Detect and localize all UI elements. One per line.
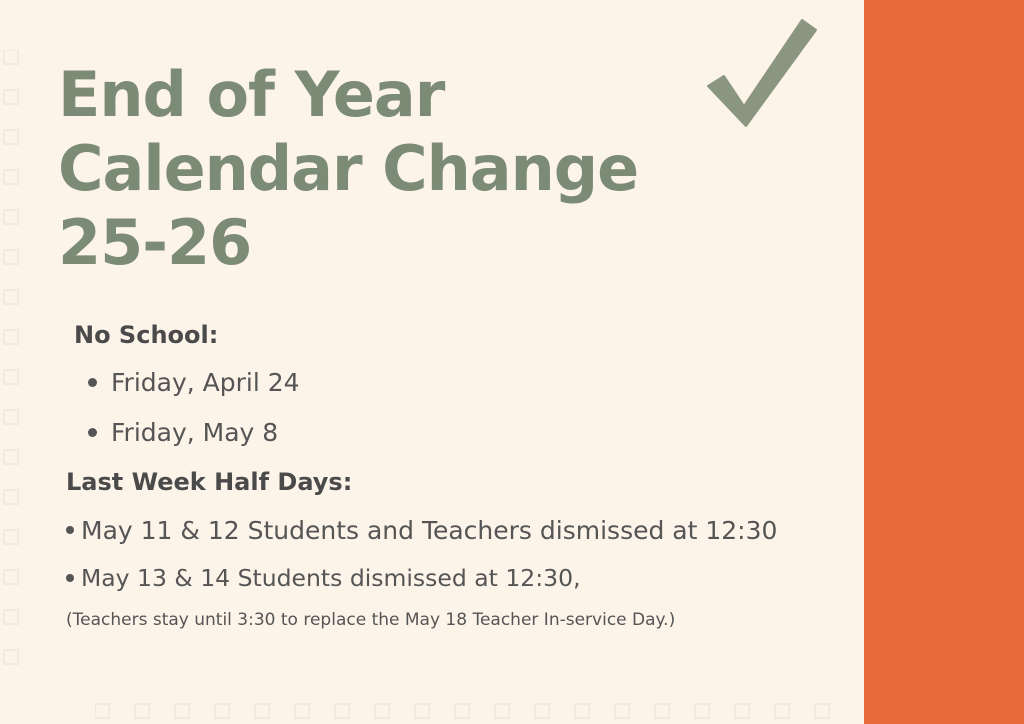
bullet-icon (88, 378, 97, 387)
accent-sidebar-bar (864, 0, 1024, 724)
no-school-item-text: Friday, May 8 (111, 418, 279, 447)
title-line-1: End of Year (58, 58, 445, 131)
half-days-item-text: May 11 & 12 Students and Teachers dismissed at 12:30 (81, 516, 778, 545)
teacher-note: (Teachers stay until 3:30 to replace the May 18 Teacher In-service Day.) (66, 610, 676, 630)
decorative-border-left (0, 50, 30, 670)
page-title (58, 58, 638, 280)
half-days-heading: Last Week Half Days: (66, 468, 353, 496)
bullet-icon (88, 428, 97, 437)
half-days-item-text: May 13 & 14 Students dismissed at 12:30, (81, 564, 581, 592)
no-school-item (88, 367, 300, 399)
half-days-item (66, 562, 581, 594)
bullet-icon (66, 526, 74, 534)
no-school-heading: No School: (74, 321, 219, 349)
title-line-3: 25-26 (58, 206, 252, 279)
decorative-border-bottom (95, 700, 855, 724)
bullet-icon (66, 574, 74, 582)
title-line-2: Calendar Change (58, 132, 639, 205)
checkmark-icon (700, 14, 820, 130)
no-school-item (88, 417, 278, 449)
half-days-item (66, 515, 777, 547)
no-school-item-text: Friday, April 24 (111, 368, 300, 397)
